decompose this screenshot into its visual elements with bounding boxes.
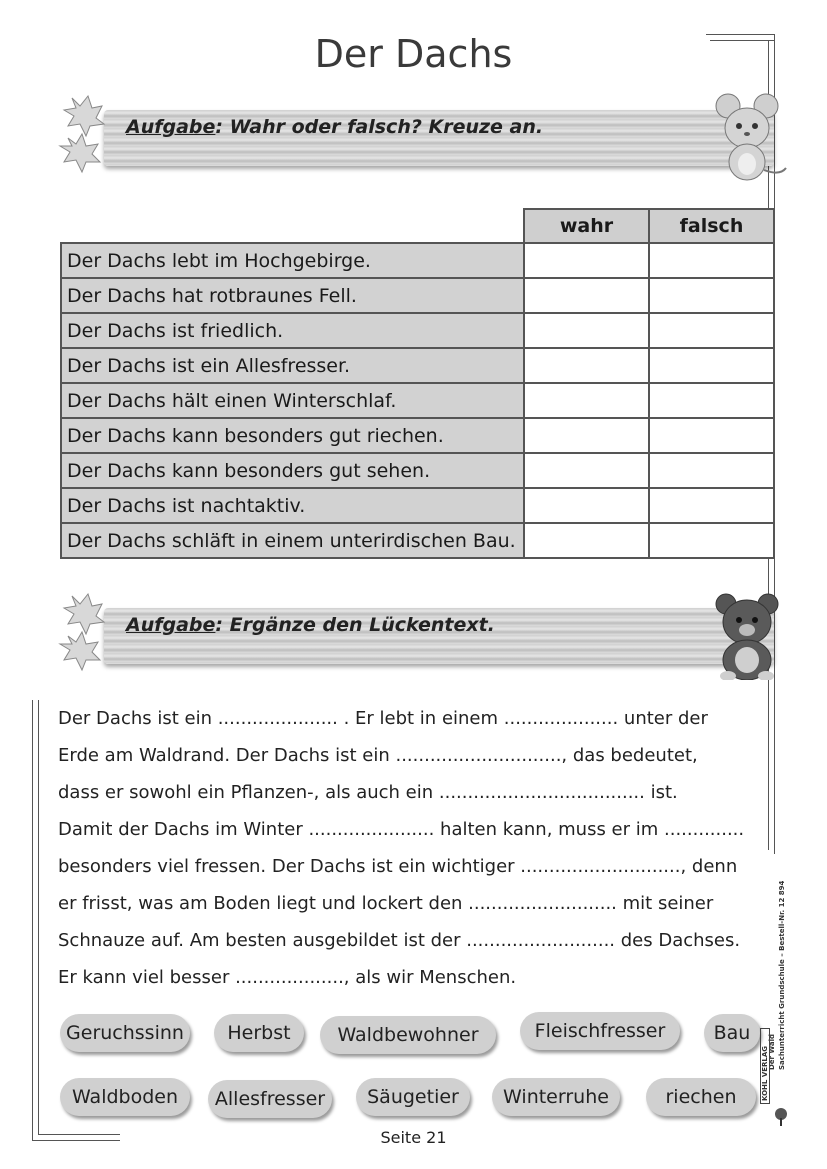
task-heading: Aufgabe: Ergänze den Lückentext. [126, 614, 495, 636]
wahr-checkbox[interactable] [524, 243, 649, 278]
statement: Der Dachs ist nachtaktiv. [61, 488, 524, 523]
falsch-checkbox[interactable] [649, 348, 774, 383]
falsch-checkbox[interactable] [649, 488, 774, 523]
word-chip[interactable]: Säugetier [356, 1078, 470, 1116]
cloze-line: Er kann viel besser ..................., als wir Menschen. [58, 967, 517, 988]
page-number: Seite 21 [380, 1128, 447, 1147]
wahr-checkbox[interactable] [524, 313, 649, 348]
side-subtitle: Sachunterricht Grundschule – Bestell-Nr. 12 894 [778, 880, 786, 1070]
falsch-checkbox[interactable] [649, 383, 774, 418]
falsch-checkbox[interactable] [649, 278, 774, 313]
statement: Der Dachs lebt im Hochgebirge. [61, 243, 524, 278]
mouse-icon [710, 92, 790, 182]
word-chip[interactable]: Allesfresser [208, 1080, 332, 1118]
page-title: Der Dachs [314, 32, 513, 76]
task-heading: Aufgabe: Wahr oder falsch? Kreuze an. [126, 116, 544, 138]
cloze-line: Der Dachs ist ein ..................... . Er lebt in einem .................... unter der [58, 708, 708, 729]
statement: Der Dachs ist ein Allesfresser. [61, 348, 524, 383]
table-row [61, 523, 774, 558]
falsch-checkbox[interactable] [649, 418, 774, 453]
tree-logo-icon [770, 1106, 792, 1128]
table-row [61, 243, 774, 278]
wahr-checkbox[interactable] [524, 418, 649, 453]
header-wahr: wahr [524, 209, 649, 243]
table-row [61, 313, 774, 348]
table-row [61, 383, 774, 418]
leaf-icon [58, 92, 118, 178]
wahr-checkbox[interactable] [524, 348, 649, 383]
word-chip[interactable]: Waldbewohner [320, 1016, 496, 1054]
cloze-line: er frisst, was am Boden liegt und lockert den .......................... mit seiner [58, 893, 714, 914]
falsch-checkbox[interactable] [649, 453, 774, 488]
statement: Der Dachs hat rotbraunes Fell. [61, 278, 524, 313]
word-chip[interactable]: riechen [646, 1078, 756, 1116]
table-corner [61, 209, 524, 243]
word-chip[interactable]: Bau [704, 1014, 760, 1052]
bear-icon [710, 590, 790, 680]
falsch-checkbox[interactable] [649, 313, 774, 348]
frame-line [32, 700, 33, 1140]
word-chip[interactable]: Herbst [214, 1014, 304, 1052]
wahr-checkbox[interactable] [524, 453, 649, 488]
falsch-checkbox[interactable] [649, 243, 774, 278]
word-chip[interactable]: Geruchssinn [60, 1014, 190, 1052]
leaf-icon [58, 590, 118, 676]
statement: Der Dachs ist friedlich. [61, 313, 524, 348]
wahr-checkbox[interactable] [524, 278, 649, 313]
cloze-line: Damit der Dachs im Winter ...................... halten kann, muss er im .............. [58, 819, 745, 840]
frame-line [38, 700, 39, 1134]
task-banner-2 [70, 590, 784, 676]
cloze-text [58, 700, 768, 996]
table-row [61, 278, 774, 313]
table-row [61, 453, 774, 488]
table-row [61, 418, 774, 453]
statement: Der Dachs schläft in einem unterirdischen Bau. [61, 523, 524, 558]
statement: Der Dachs kann besonders gut sehen. [61, 453, 524, 488]
statement: Der Dachs hält einen Winterschlaf. [61, 383, 524, 418]
falsch-checkbox[interactable] [649, 523, 774, 558]
wahr-checkbox[interactable] [524, 383, 649, 418]
cloze-line: besonders viel fressen. Der Dachs ist ein wichtiger ............................, denn [58, 856, 738, 877]
cloze-line: Schnauze auf. Am besten ausgebildet ist der .......................... des Dachses. [58, 930, 741, 951]
true-false-table [60, 208, 775, 559]
word-chip[interactable]: Waldboden [60, 1078, 190, 1116]
wahr-checkbox[interactable] [524, 488, 649, 523]
word-chip[interactable]: Winterruhe [492, 1078, 620, 1116]
side-title: Der Wald [768, 1033, 776, 1070]
word-chip[interactable]: Fleischfresser [520, 1012, 680, 1050]
wahr-checkbox[interactable] [524, 523, 649, 558]
table-row [61, 348, 774, 383]
header-falsch: falsch [649, 209, 774, 243]
statement: Der Dachs kann besonders gut riechen. [61, 418, 524, 453]
task-banner-1 [70, 92, 784, 178]
publisher-logo: KOHL VERLAG [760, 1028, 770, 1104]
table-row [61, 488, 774, 523]
cloze-line: dass er sowohl ein Pflanzen-, als auch ein .................................... ist. [58, 782, 678, 803]
cloze-line: Erde am Waldrand. Der Dachs ist ein ............................., das bedeutet, [58, 745, 698, 766]
